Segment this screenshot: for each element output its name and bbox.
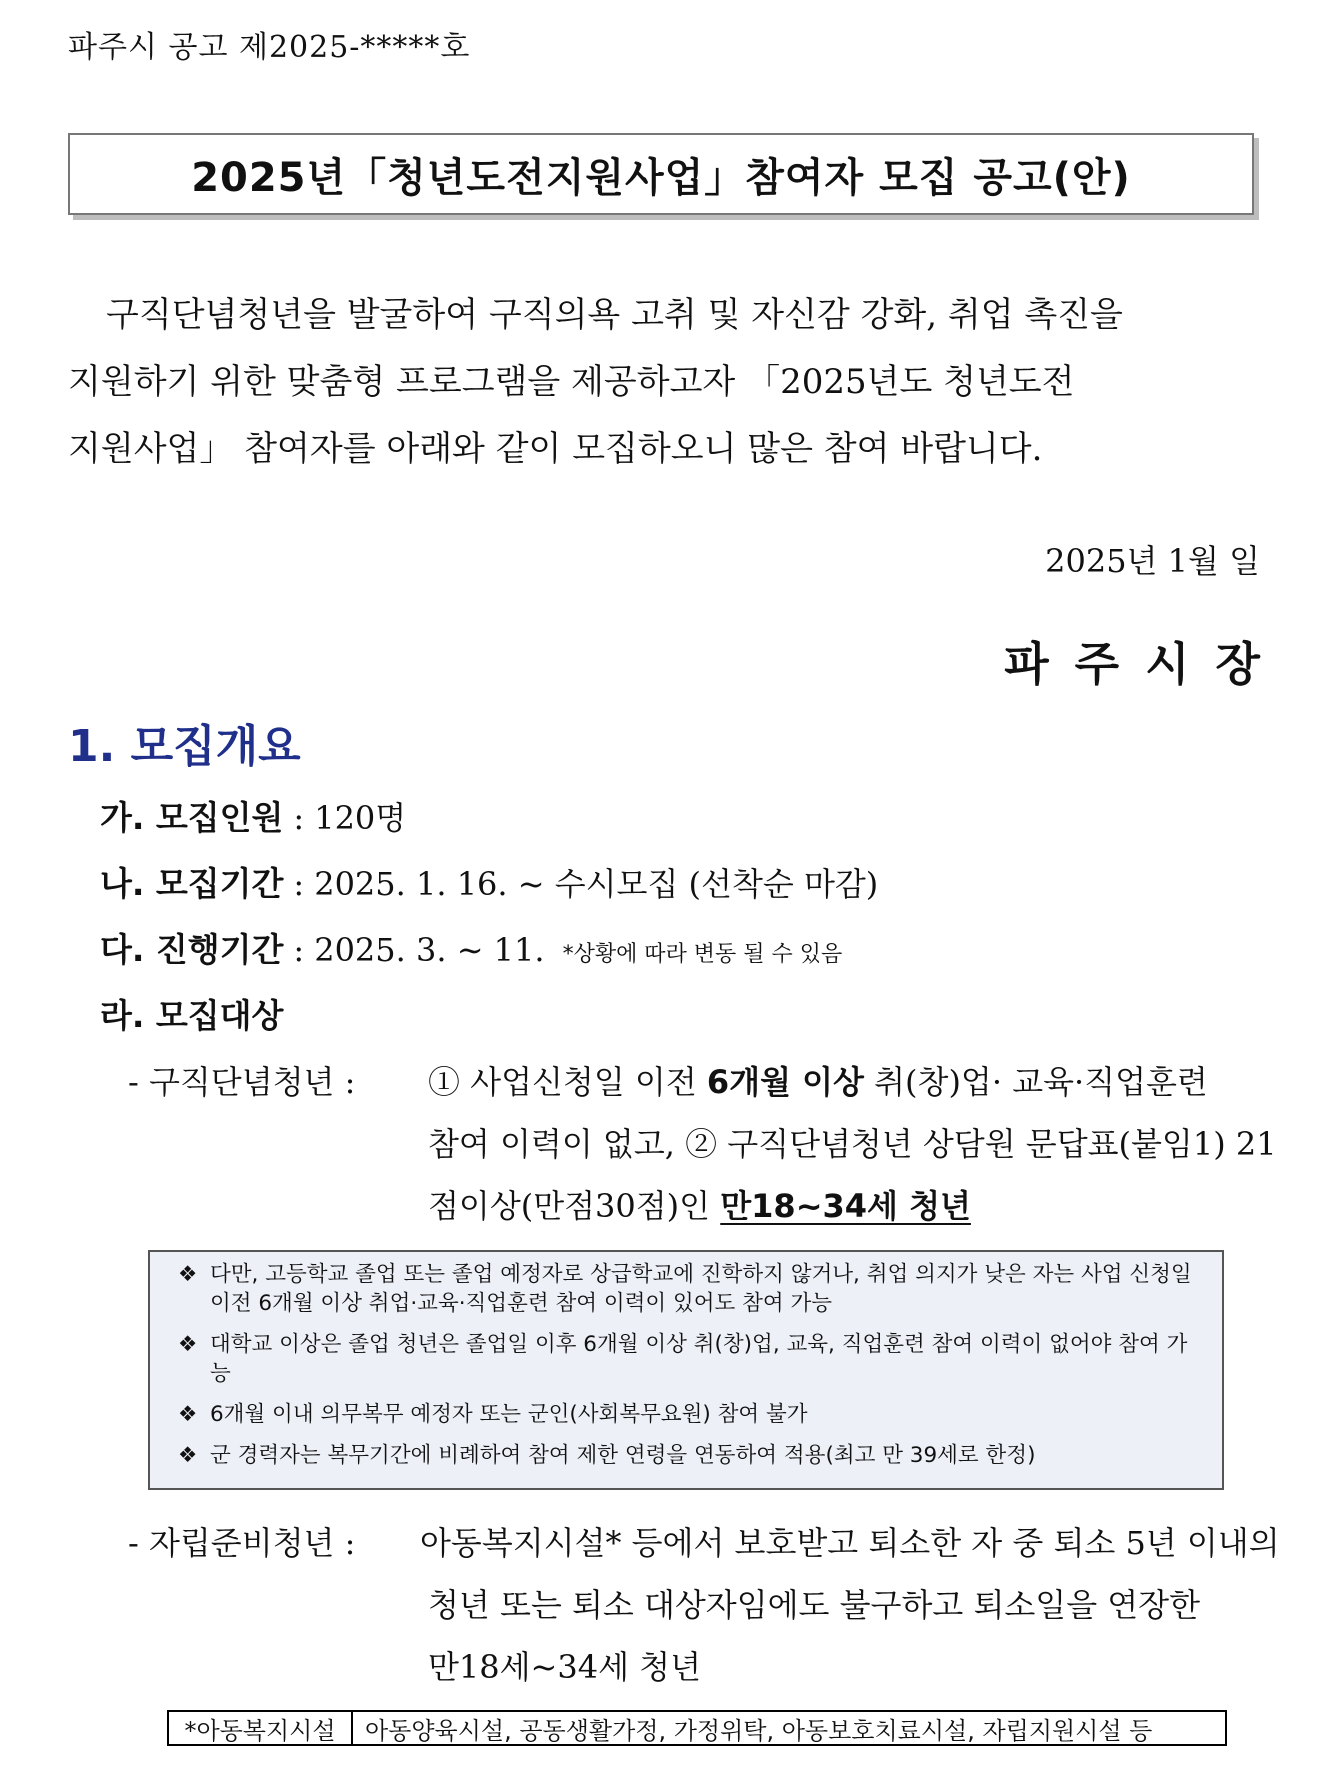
group-line: [428, 1181, 971, 1227]
item-progress-period: 다. 진행기간 : 2025. 3. ∼ 11. *상황에 따라 변동 될 수 있음: [100, 930, 843, 969]
group-line: [428, 1057, 1208, 1103]
note-text: 6개월 이내 의무복무 예정자 또는 군인(사회복무요원) 참여 불가: [210, 1402, 808, 1427]
emphasis-text: 만18~34세 청년: [720, 1187, 971, 1225]
diamond-bullet-icon: ❖: [178, 1332, 198, 1357]
note-text: 군 경력자는 복무기간에 비례하여 참여 제한 연령을 연동하여 적용(최고 만 39세로 한정): [210, 1443, 1036, 1468]
item-label: 가. 모집인원: [100, 798, 284, 837]
group-line: 아동복지시설* 등에서 보호받고 퇴소한 자 중 퇴소 5년 이내의: [420, 1524, 1280, 1562]
item-value: 2025. 1. 16. ~ 수시모집 (선착순 마감): [314, 865, 879, 903]
text-span: ① 사업신청일 이전: [428, 1063, 707, 1101]
notice-date: 2025년 1월 일: [1045, 542, 1260, 580]
group-label: - 자립준비청년 :: [128, 1524, 356, 1562]
intro-line: 지원하기 위한 맞춤형 프로그램을 제공하고자 「2025년도 청년도전: [68, 362, 1075, 402]
text-span: 점이상(만점30점)인: [428, 1187, 721, 1225]
item-recruit-count: 가. 모집인원 : 120명: [100, 798, 407, 837]
item-value: 2025. 3. ∼ 11.: [314, 931, 545, 969]
text-span: 취(창)업· 교육·직업훈련: [863, 1063, 1208, 1101]
diamond-bullet-icon: ❖: [178, 1402, 198, 1427]
diamond-bullet-icon: ❖: [178, 1262, 198, 1287]
note-item: [178, 1260, 1204, 1318]
note-box: [148, 1250, 1224, 1490]
note-item: [178, 1441, 1204, 1470]
emphasis-text: 6개월 이상: [706, 1063, 864, 1101]
item-recruit-period: 나. 모집기간 : 2025. 1. 16. ~ 수시모집 (선착순 마감): [100, 864, 879, 903]
table-key-cell: *아동복지시설: [169, 1712, 353, 1744]
item-label: 라. 모집대상: [100, 996, 284, 1035]
note-item: [178, 1330, 1204, 1388]
document-title: 2025년「청년도전지원사업」참여자 모집 공고(안): [191, 154, 1131, 201]
item-label: 다. 진행기간: [100, 930, 284, 969]
note-item: [178, 1400, 1204, 1429]
group-label: - 구직단념청년 :: [128, 1063, 356, 1101]
title-box: [68, 133, 1254, 215]
note-text: 다만, 고등학교 졸업 또는 졸업 예정자로 상급학교에 진학하지 않거나, 취업 의지가 낮은 자는 사업 신청일 이전 6개월 이상 취업·교육·직업훈련 참여 이력이 있어도 참여 가능: [210, 1262, 1192, 1316]
intro-line: 지원사업」 참여자를 아래와 같이 모집하오니 많은 참여 바랍니다.: [68, 429, 1043, 469]
facility-table: [167, 1710, 1227, 1746]
item-label: 나. 모집기간: [100, 864, 284, 903]
notice-number: 파주시 공고 제2025-*****호: [68, 30, 471, 65]
section-heading: 1. 모집개요: [68, 721, 301, 772]
table-value-cell: 아동양육시설, 공동생활가정, 가정위탁, 아동보호치료시설, 자립지원시설 등: [365, 1716, 1153, 1745]
intro-paragraph: [68, 282, 1258, 483]
intro-line: 구직단념청년을 발굴하여 구직의욕 고취 및 자신감 강화, 취업 촉진을: [106, 295, 1123, 335]
item-target: [100, 990, 283, 1037]
issuer-mayor: 파주시장: [1004, 637, 1286, 691]
group-line: 청년 또는 퇴소 대상자임에도 불구하고 퇴소일을 연장한: [428, 1586, 1201, 1624]
item-note: *상황에 따라 변동 될 수 있음: [562, 942, 843, 967]
group-line: 참여 이력이 없고, ② 구직단념청년 상담원 문답표(붙임1) 21: [428, 1125, 1277, 1163]
note-text: 대학교 이상은 졸업 청년은 졸업일 이후 6개월 이상 취(창)업, 교육, 직업훈련 참여 이력이 없어야 참여 가능: [210, 1332, 1188, 1386]
group-line: 만18세~34세 청년: [428, 1648, 701, 1686]
item-value: 120명: [314, 799, 407, 837]
diamond-bullet-icon: ❖: [178, 1443, 198, 1468]
